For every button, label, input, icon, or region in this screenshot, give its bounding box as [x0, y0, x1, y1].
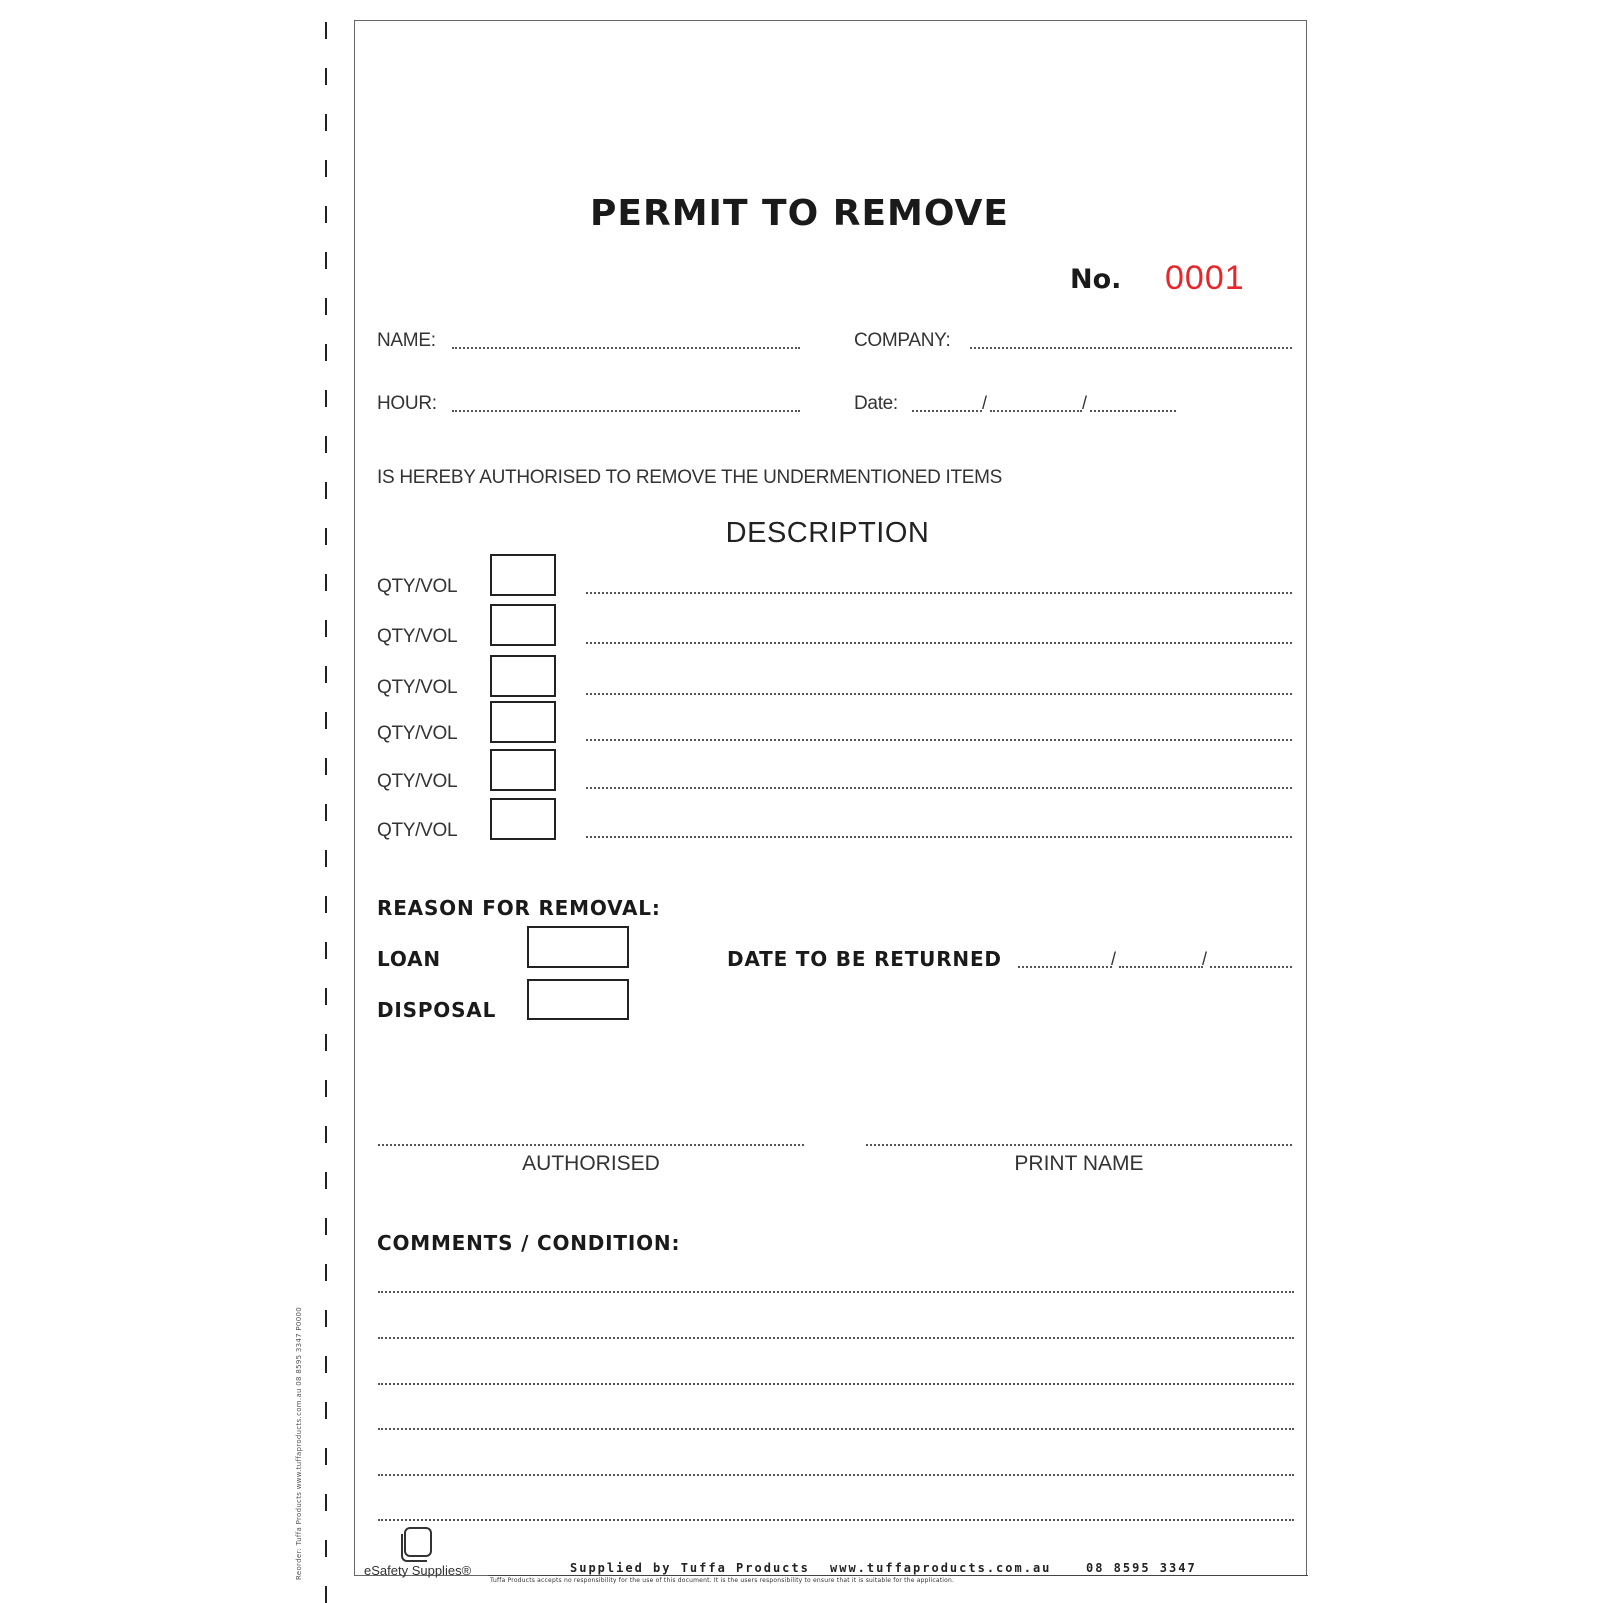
authorised-signature-field[interactable]	[378, 1144, 804, 1146]
perforation-dash	[325, 22, 327, 39]
comment-line[interactable]	[378, 1291, 1294, 1293]
company-field[interactable]	[970, 347, 1292, 349]
qty-label: QTY/VOL	[377, 576, 458, 597]
perforation-dash	[325, 68, 327, 85]
description-field[interactable]	[586, 642, 1292, 644]
perforation-dash	[325, 252, 327, 269]
supplier-text: Supplied by Tuffa Products	[570, 1561, 810, 1575]
date-slash: /	[1202, 949, 1208, 969]
disposal-label: DISPOSAL	[377, 998, 497, 1022]
supplier-phone: 08 8595 3347	[1086, 1561, 1197, 1575]
footer-divider	[488, 1575, 1308, 1576]
description-field[interactable]	[586, 787, 1292, 789]
qty-box[interactable]	[490, 701, 556, 743]
comments-heading: COMMENTS / CONDITION:	[377, 1231, 681, 1255]
perforation-dash	[325, 1448, 327, 1465]
esafety-logo-icon	[404, 1527, 432, 1557]
qty-box[interactable]	[490, 604, 556, 646]
perforation-dash	[325, 896, 327, 913]
perforation-dash	[325, 344, 327, 361]
print-name-field[interactable]	[866, 1144, 1292, 1146]
perforation-dash	[325, 666, 327, 683]
qty-box[interactable]	[490, 798, 556, 840]
date-month-field[interactable]	[990, 410, 1082, 412]
comment-line[interactable]	[378, 1337, 1294, 1339]
description-field[interactable]	[586, 836, 1292, 838]
perforation-dash	[325, 390, 327, 407]
perforation-dash	[325, 1540, 327, 1557]
hour-field[interactable]	[452, 410, 800, 412]
comment-line[interactable]	[378, 1383, 1294, 1385]
form-number-value: 0001	[1165, 259, 1245, 297]
return-year-field[interactable]	[1210, 966, 1292, 968]
supplier-website: www.tuffaproducts.com.au	[830, 1561, 1052, 1575]
return-day-field[interactable]	[1018, 966, 1112, 968]
comment-line[interactable]	[378, 1428, 1294, 1430]
perforation-dash	[325, 1126, 327, 1143]
perforation-dash	[325, 804, 327, 821]
perforation-dash	[325, 620, 327, 637]
perforation-dash	[325, 1402, 327, 1419]
loan-label: LOAN	[377, 947, 441, 971]
perforation-dash	[325, 1218, 327, 1235]
perforation-dash	[325, 988, 327, 1005]
stub-reorder-text: Reorder: Tuffa Products www.tuffaproducts.com.au 08 8595 3347 P0000	[295, 1307, 303, 1580]
date-slash: /	[982, 393, 988, 413]
return-month-field[interactable]	[1119, 966, 1203, 968]
perforation-dash	[325, 482, 327, 499]
perforation-dash	[325, 114, 327, 131]
company-label: COMPANY:	[854, 330, 951, 351]
perforation-dash	[325, 1172, 327, 1189]
esafety-logo-text: eSafety Supplies®	[364, 1563, 472, 1578]
perforation-dash	[325, 850, 327, 867]
perforation-dash	[325, 436, 327, 453]
perforation-dash	[325, 942, 327, 959]
footer-disclaimer: Tuffa Products accepts no responsibility for the use of this document. It is the users responsibility to ensure that it is suitable for the application.	[490, 1577, 955, 1584]
perforation-dash	[325, 1264, 327, 1281]
print-name-label: PRINT NAME	[1014, 1152, 1144, 1175]
date-slash: /	[1111, 949, 1117, 969]
qty-box[interactable]	[490, 554, 556, 596]
comment-line[interactable]	[378, 1474, 1294, 1476]
perforation-dash	[325, 574, 327, 591]
perforation-dash	[325, 1586, 327, 1603]
loan-checkbox[interactable]	[527, 926, 629, 968]
qty-label: QTY/VOL	[377, 723, 458, 744]
name-label: NAME:	[377, 330, 436, 351]
description-field[interactable]	[586, 693, 1292, 695]
date-returned-label: DATE TO BE RETURNED	[727, 947, 1002, 971]
reason-heading: REASON FOR REMOVAL:	[377, 896, 661, 920]
description-field[interactable]	[586, 739, 1292, 741]
description-heading: DESCRIPTION	[725, 517, 930, 549]
name-field[interactable]	[452, 347, 800, 349]
qty-label: QTY/VOL	[377, 677, 458, 698]
qty-label: QTY/VOL	[377, 771, 458, 792]
perforation-dash	[325, 1494, 327, 1511]
comment-line[interactable]	[378, 1519, 1294, 1521]
perforation-dash	[325, 1080, 327, 1097]
description-field[interactable]	[586, 592, 1292, 594]
perforation-dash	[325, 1034, 327, 1051]
qty-box[interactable]	[490, 655, 556, 697]
qty-box[interactable]	[490, 749, 556, 791]
disposal-checkbox[interactable]	[527, 979, 629, 1020]
authorisation-statement: IS HEREBY AUTHORISED TO REMOVE THE UNDERMENTIONED ITEMS	[377, 467, 1003, 488]
form-number-label: No.	[1070, 264, 1122, 295]
perforation-dash	[325, 712, 327, 729]
authorised-label: AUTHORISED	[522, 1152, 660, 1175]
date-slash: /	[1082, 393, 1088, 413]
perforation-dash	[325, 160, 327, 177]
form-title: PERMIT TO REMOVE	[590, 193, 1009, 234]
perforation-dash	[325, 1356, 327, 1373]
qty-label: QTY/VOL	[377, 820, 458, 841]
date-year-field[interactable]	[1090, 410, 1176, 412]
date-label: Date:	[854, 393, 898, 414]
perforation-dash	[325, 758, 327, 775]
perforation-dash	[325, 298, 327, 315]
perforation-dash	[325, 1310, 327, 1327]
hour-label: HOUR:	[377, 393, 437, 414]
date-day-field[interactable]	[912, 410, 982, 412]
qty-label: QTY/VOL	[377, 626, 458, 647]
